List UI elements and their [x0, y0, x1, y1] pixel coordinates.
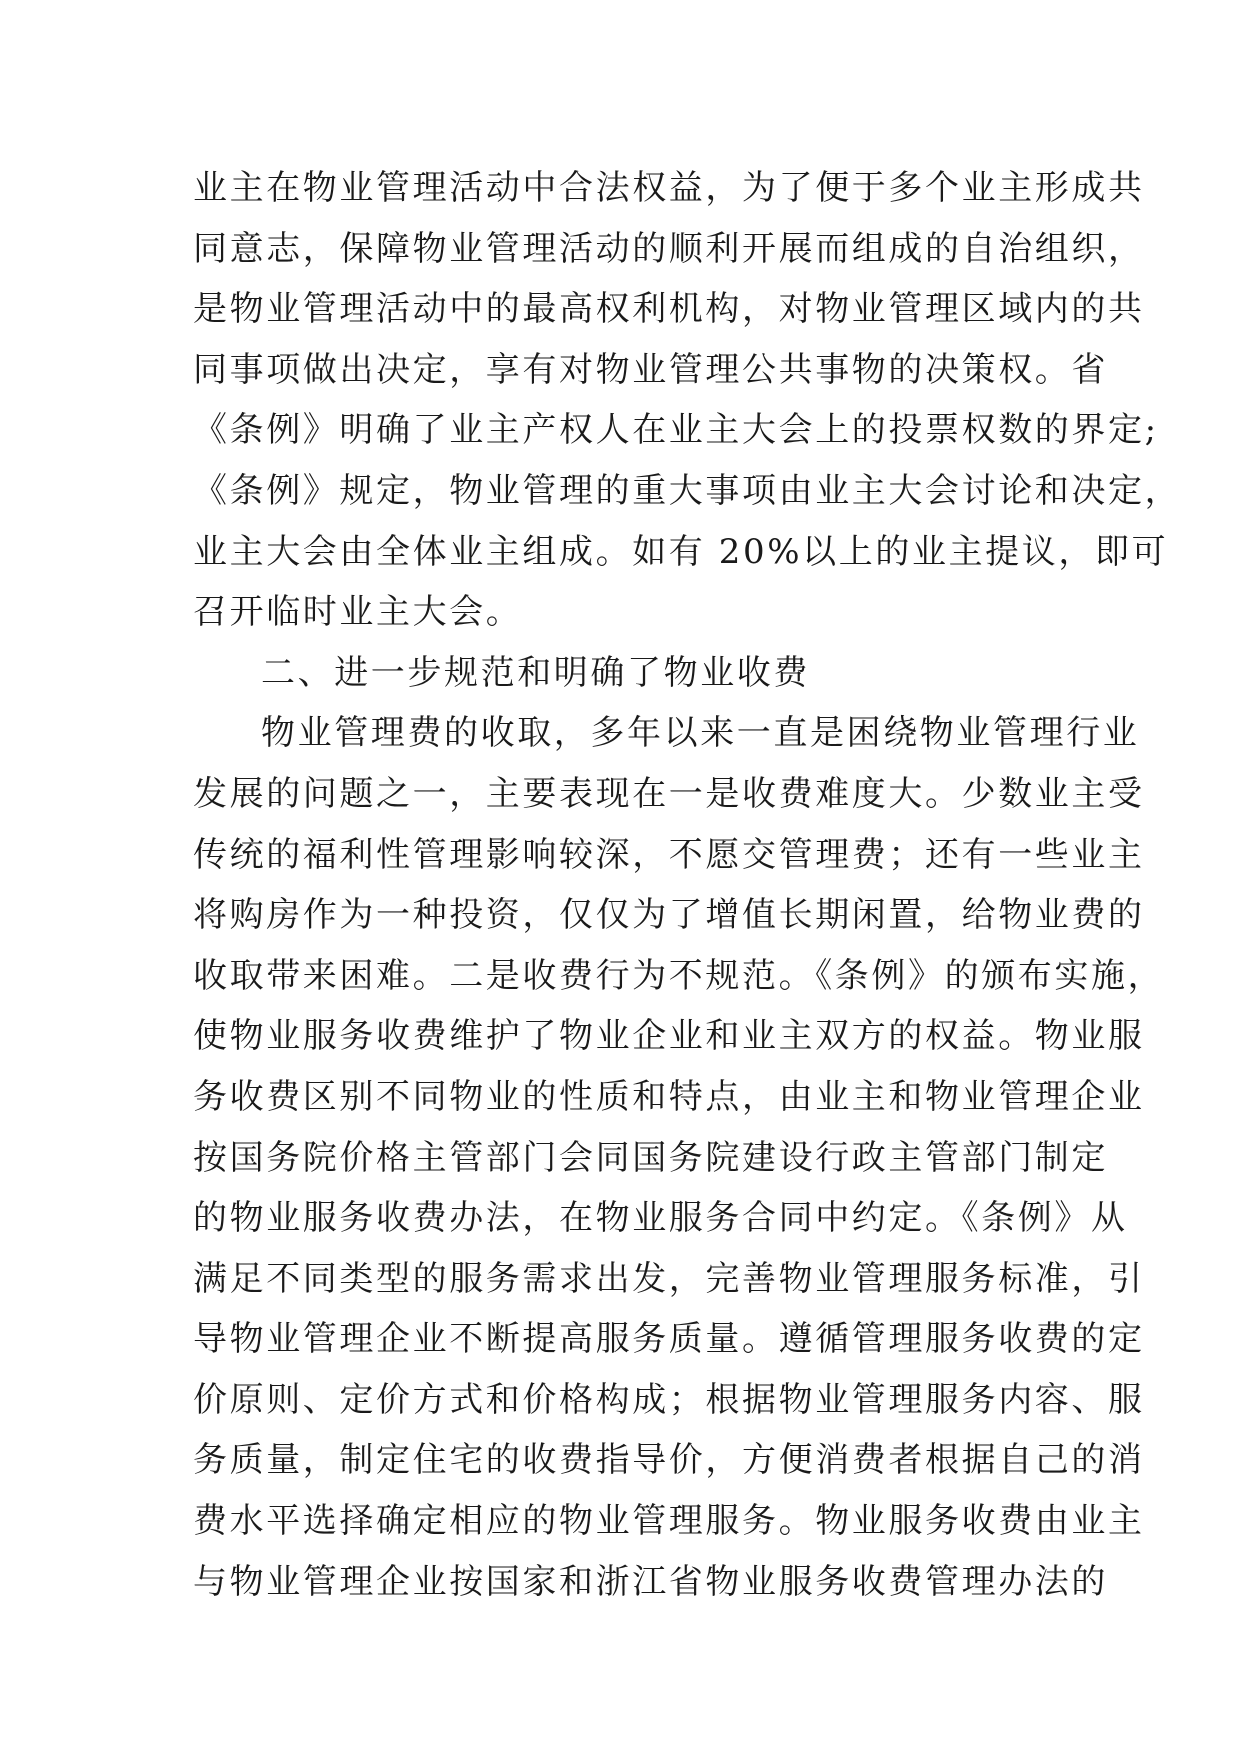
text-line: 导物业管理企业不断提高服务质量。遵循管理服务收费的定	[193, 1319, 1145, 1360]
text-line: 将购房作为一种投资，仅仅为了增值长期闲置，给物业费的	[193, 895, 1145, 936]
text-line: 发展的问题之一，主要表现在一是收费难度大。少数业主受	[193, 773, 1145, 814]
paragraph-first-line: 物业管理费的收取，多年以来一直是困绕物业管理行业	[261, 713, 1140, 754]
section-heading: 二、进一步规范和明确了物业收费	[261, 652, 810, 693]
text-line: 务收费区别不同物业的性质和特点，由业主和物业管理企业	[193, 1076, 1145, 1117]
text-line: 费水平选择确定相应的物业管理服务。物业服务收费由业主	[193, 1501, 1145, 1542]
text-line: 收取带来困难。二是收费行为不规范。《条例》的颁布实施，	[193, 955, 1165, 996]
text-line: 召开临时业主大会。	[193, 592, 523, 633]
text-line: 价原则、定价方式和价格构成；根据物业管理服务内容、服	[193, 1379, 1145, 1420]
text-line: 传统的福利性管理影响较深，不愿交管理费；还有一些业主	[193, 834, 1145, 875]
text-line: 满足不同类型的服务需求出发，完善物业管理服务标准，引	[193, 1258, 1145, 1299]
text-line: 业主大会由全体业主组成。如有 20%以上的业主提议，即可	[193, 531, 1169, 572]
text-line: 《条例》规定，物业管理的重大事项由业主大会讨论和决定，	[193, 470, 1182, 511]
text-line: 是物业管理活动中的最高权利机构，对物业管理区域内的共	[193, 289, 1145, 330]
text-line: 同意志，保障物业管理活动的顺利开展而组成的自治组织，	[193, 228, 1145, 269]
text-line: 业主在物业管理活动中合法权益，为了便于多个业主形成共	[193, 168, 1145, 208]
text-line: 使物业服务收费维护了物业企业和业主双方的权益。物业服	[193, 1016, 1145, 1057]
text-line: 同事项做出决定，享有对物业管理公共事物的决策权。省	[193, 349, 1108, 390]
text-line: 《条例》明确了业主产权人在业主大会上的投票权数的界定;	[193, 410, 1159, 451]
text-line: 按国务院价格主管部门会同国务院建设行政主管部门制定	[193, 1137, 1108, 1178]
text-line: 与物业管理企业按国家和浙江省物业服务收费管理办法的	[193, 1561, 1108, 1602]
document-body	[193, 158, 1182, 1612]
text-line: 的物业服务收费办法，在物业服务合同中约定。《条例》从	[193, 1198, 1128, 1239]
text-line: 务质量，制定住宅的收费指导价，方便消费者根据自己的消	[193, 1440, 1145, 1481]
